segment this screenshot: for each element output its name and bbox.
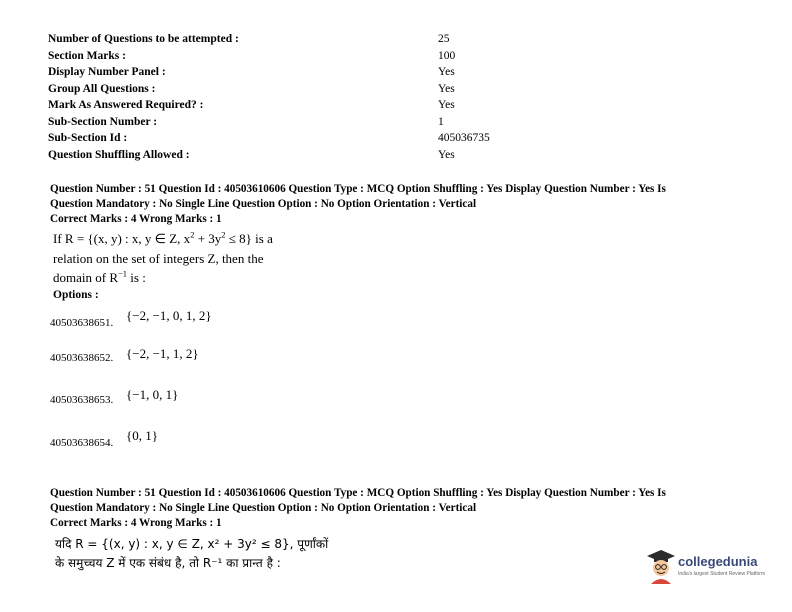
header-line: Question Number : 51 Question Id : 40503610606 Question Type : MCQ Option Shuffling : Yes Display Question Number : Yes Is [50,487,666,499]
section-meta [48,33,508,165]
logo-tagline: India's largest Student Review Platform [678,571,766,577]
question-header [50,182,740,227]
meta-row: Display Number Panel : Yes [48,66,455,78]
collegedunia-logo [646,548,786,588]
meta-row: Section Marks : 100 [48,49,456,62]
option-id: 40503638653. [50,394,114,406]
logo-name: collegedunia [678,554,758,569]
question-header [50,486,740,531]
option-id: 40503638651. [50,317,114,329]
option-value: {0, 1} [126,428,158,443]
option-value: {−1, 0, 1} [126,387,179,402]
meta-row: Question Shuffling Allowed : Yes [48,148,455,161]
meta-row: Group All Questions : Yes [48,82,455,95]
meta-row: Sub-Section Number : 1 [48,115,444,128]
meta-row: Mark As Answered Required? : Yes [48,99,455,111]
options-label: Options : [53,289,99,301]
graduate-icon [646,548,676,584]
option-id: 40503638654. [50,437,114,449]
option-value: {−2, −1, 1, 2} [126,346,199,361]
question-text: If R = {(x, y) : x, y ∈ Z, $x^2 + 3y^2 \le 8$} is a relation on the set of integers Z, then the domain of $R^{-1}$ is : [53,229,273,285]
option-value: {−2, −1, 0, 1, 2} [126,308,212,323]
option-id: 40503638652. [50,352,114,364]
marks-line: Correct Marks : 4 Wrong Marks : 1 [50,213,222,225]
question-text-hindi: यदि R = {(x, y) : x, y ∈ Z, x² + 3y² ≤ 8}, पूर्णांकों के समुच्चय Z में एक संबंध है, तो R⁻¹ का प्रान्त है : [55,537,329,570]
meta-row: Sub-Section Id : 405036735 [48,132,490,144]
marks-line: Correct Marks : 4 Wrong Marks : 1 [50,517,222,529]
header-line: Question Mandatory : No Single Line Question Option : No Option Orientation : Vertical [50,198,477,210]
header-line: Question Mandatory : No Single Line Question Option : No Option Orientation : Vertical [50,502,477,514]
header-line: Question Number : 51 Question Id : 40503610606 Question Type : MCQ Option Shuffling : Yes Display Question Number : Yes Is [50,183,666,195]
meta-row: Number of Questions to be attempted : 25 [48,33,450,45]
